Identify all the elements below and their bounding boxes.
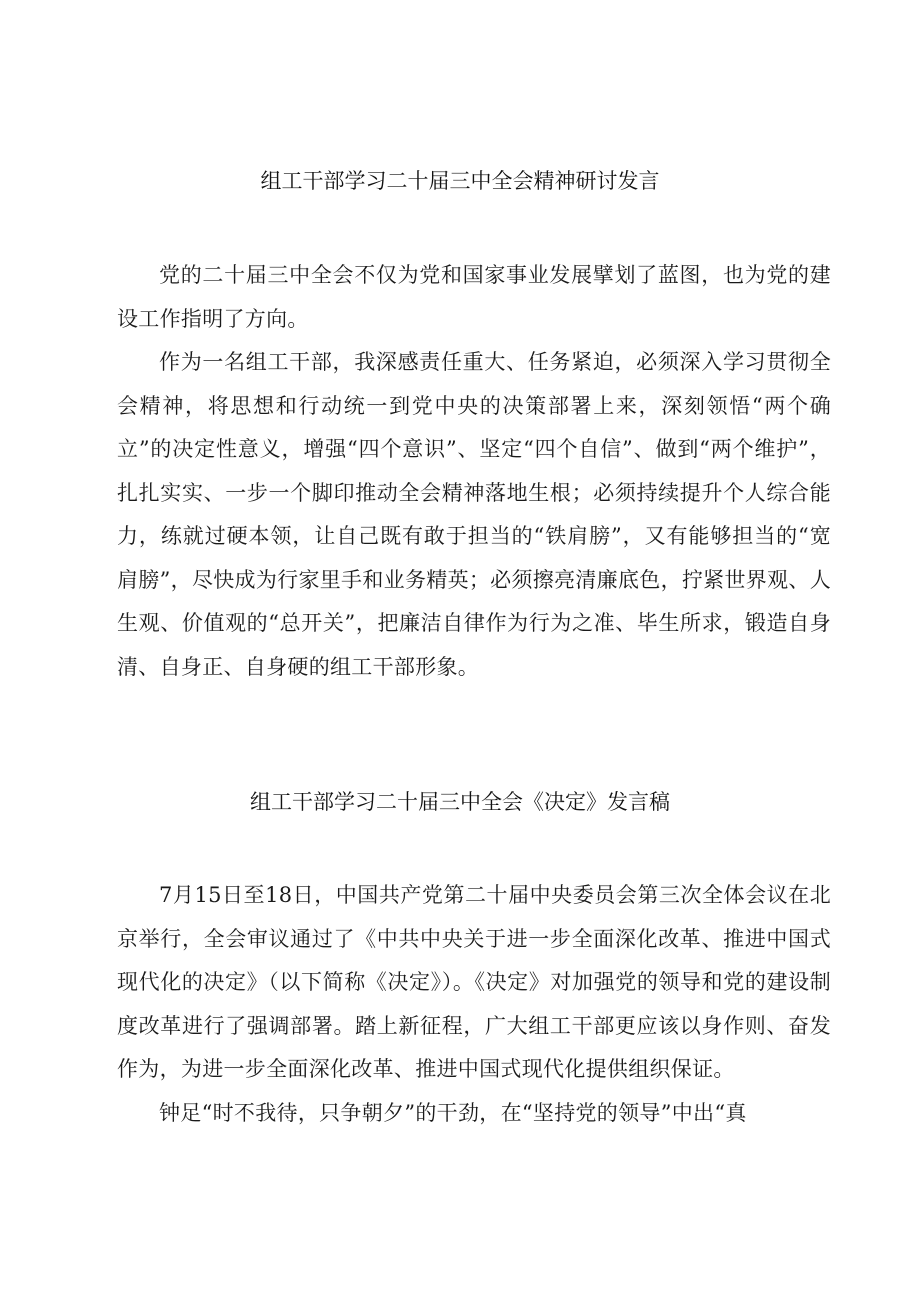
article-1-body [117,254,831,689]
article-1-title: 组工干部学习二十届三中全会精神研讨发言 [260,169,660,193]
article-2-paragraph-2: 钟足“时不我待，只争朝夕”的干劲，在“坚持党的领导”中出“真 [159,1100,747,1125]
article-1-paragraph-1: 党的二十届三中全会不仅为党和国家事业发展擘划了蓝图，也为党的建设工作指明了方向。 [117,263,831,331]
article-1-paragraph-2: 作为一名组工干部，我深感责任重大、任务紧迫，必须深入学习贯彻全会精神，将思想和行动统一到党中央的决策部署上来，深刻领悟“两个确立”的决定性意义，增强“四个意识”、坚定“四个自信”、做到“两个维护”，扎扎实实、一步一个脚印推动全会精神落地生根；必须持续提升个人综合能力，练就过硬本领，让自己既有敢于担当的“铁肩膀”，又有能够担当的“宽肩膀”，尽快成为行家里手和业务精英；必须擦亮清廉底色，拧紧世界观、人生观、价值观的“总开关”，把廉洁自律作为行为之准、毕生所求，锻造自身清、自身正、自身硬的组工干部形象。 [117,350,831,679]
article-2-title: 组工干部学习二十届三中全会《决定》发言稿 [250,790,670,814]
article-2-paragraph-1: 7月15日至18日，中国共产党第二十届中央委员会第三次全体会议在北京举行，全会审议通过了《中共中央关于进一步全面深化改革、推进中国式现代化的决定》（以下简称《决定》）。《决定》对加强党的领导和党的建设制度改革进行了强调部署。踏上新征程，广大组工干部更应该以身作则、奋发作为，为进一步全面深化改革、推进中国式现代化提供组织保证。 [117,883,831,1081]
article-2-body [117,874,831,1135]
